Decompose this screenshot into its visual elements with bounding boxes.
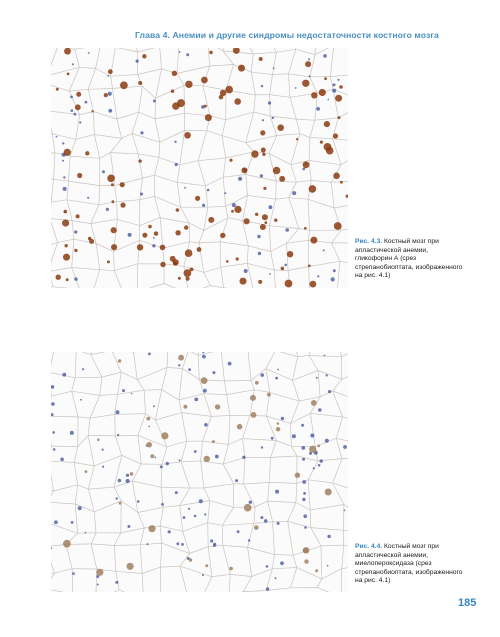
micrograph-image-1 (51, 48, 348, 288)
figure-caption-1 (355, 238, 465, 281)
figure-caption-text-1: Костный мозг при апластической анемии, гликофорин А (срез стрепанобиоптата, изображенного на рис. 4.1) (355, 238, 463, 280)
chapter-label: Глава 4. (135, 30, 170, 40)
running-header (135, 30, 455, 40)
micrograph-myeloperoxidase (51, 352, 348, 592)
figure-number-2: Рис. 4.4. (355, 543, 383, 550)
page-number: 185 (458, 597, 477, 609)
figure-caption-2 (355, 543, 465, 586)
chapter-title: Анемии и другие синдромы недостаточности костного мозга (172, 30, 439, 40)
micrograph-image-2 (51, 352, 348, 592)
micrograph-glycophorin (51, 48, 348, 288)
figure-caption-text-2: Костный мозг при апластической анемии, миелопероксидаза (срез стрепанобиоптата, изображенного на рис. 4.1) (355, 543, 463, 585)
figure-number-1: Рис. 4.3. (355, 238, 383, 245)
